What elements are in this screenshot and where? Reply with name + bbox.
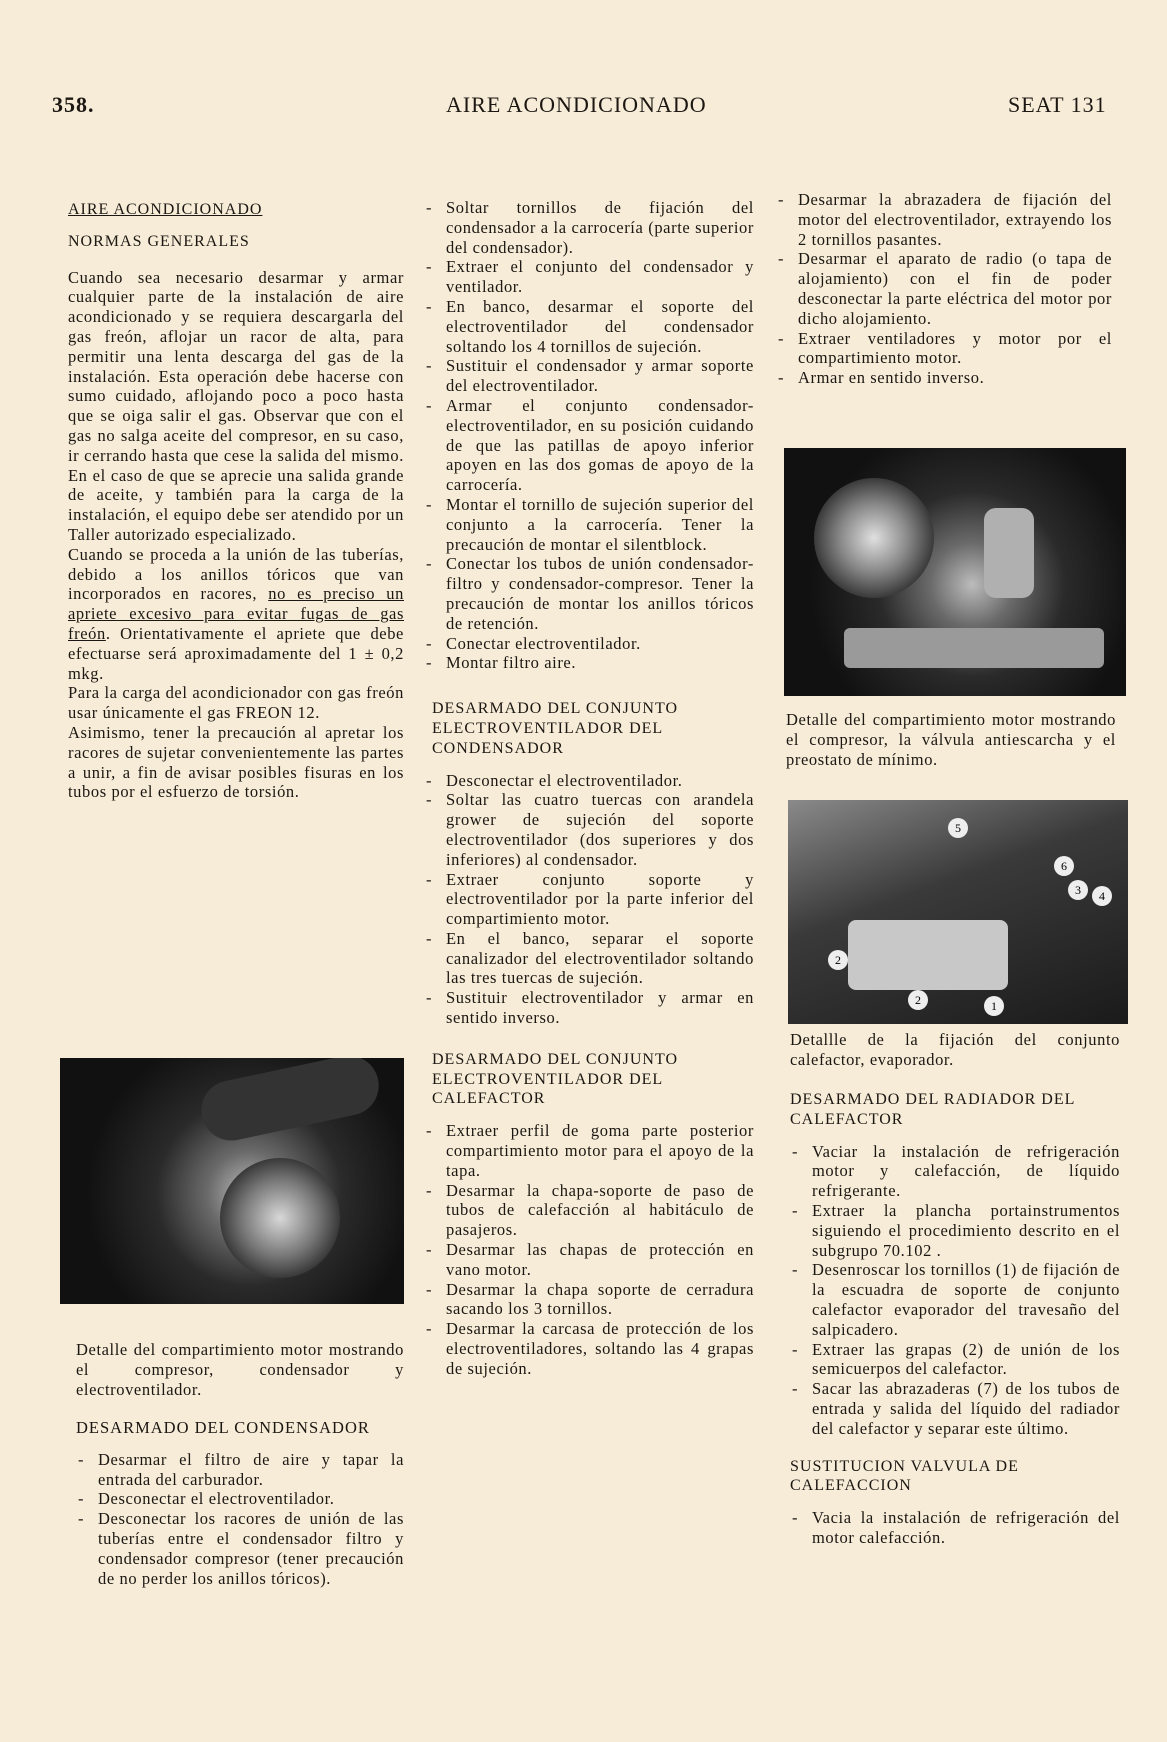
section-2-heading: DESARMADO DEL CONDENSADOR <box>76 1418 370 1437</box>
list-item: - Desconectar el electroventilador. <box>424 771 754 791</box>
callout-label: 1 <box>984 996 1004 1016</box>
list-item: - Desenroscar los tornillos (1) de fijación de la escuadra de soporte de conjunto calefactor evaporador del travesaño del salpicadero. <box>790 1260 1120 1339</box>
section-title: AIRE ACONDICIONADO <box>446 92 707 117</box>
engine-photo-1 <box>60 1058 404 1304</box>
photo-2-caption: Detalle del compartimiento motor mostrando el compresor, la válvula antiescarcha y el preostato de mínimo. <box>786 710 1116 769</box>
list-item: - Montar el tornillo de sujeción superior del conjunto a la carrocería. Tener la precaución de montar el silentblock. <box>424 495 754 554</box>
list-item: - Desarmar la chapa-soporte de paso de tubos de calefacción al habitáculo de pasajeros. <box>424 1181 754 1240</box>
list-item: - Extraer el conjunto del condensador y ventilador. <box>424 257 754 297</box>
list-item: - Vacia la instalación de refrigeración del motor calefacción. <box>790 1508 1120 1548</box>
condenser-fan-heading: DESARMADO DEL CONJUNTO ELECTROVENTILADOR DEL CONDENSADOR <box>432 700 679 757</box>
callout-label: 3 <box>1068 880 1088 900</box>
heater-box-shape <box>848 920 1008 990</box>
list-item: - Conectar los tubos de unión condensador-filtro y condensador-compresor. Tener la precaución de montar los anillos tóricos de retención. <box>424 554 754 633</box>
column-1 <box>68 200 404 802</box>
heater-photo <box>788 800 1128 1024</box>
column-1-subheading: NORMAS GENERALES <box>68 232 250 250</box>
radiator-list <box>790 1142 1120 1439</box>
list-item: - Vaciar la instalación de refrigeración motor y calefacción, de líquido refrigerante. <box>790 1142 1120 1201</box>
list-item: - En banco, desarmar el soporte del electroventilador del condensador soltando los 4 tornillos de sujeción. <box>424 297 754 356</box>
list-item: - Extraer la plancha portainstrumentos siguiendo el procedimiento descrito en el subgrupo 70.102 . <box>790 1201 1120 1260</box>
column-3-lower <box>790 1090 1120 1548</box>
paragraph-2-underlined: no es preciso un apriete excesivo para evitar fugas de gas freón <box>68 584 404 643</box>
list-item: - Desarmar la chapa soporte de cerradura sacando los 3 tornillos. <box>424 1280 754 1320</box>
list-item: - Desarmar la carcasa de protección de los electroventiladores, soltando las 4 grapas de sujeción. <box>424 1319 754 1378</box>
callout-label: 6 <box>1054 856 1074 876</box>
hose-shape <box>196 1058 385 1146</box>
list-item: - En el banco, separar el soporte canalizador del electroventilador soltando las tres tuercas de sujeción. <box>424 929 754 988</box>
list-item: - Desarmar el aparato de radio (o tapa de alojamiento) con el fin de poder desconectar la parte eléctrica del motor por dicho alojamiento. <box>776 249 1112 328</box>
list-item: - Sustituir electroventilador y armar en sentido inverso. <box>424 988 754 1028</box>
column-1-section-2 <box>76 1418 404 1588</box>
list-item: - Conectar electroventilador. <box>424 634 754 654</box>
list-item: - Sustituir el condensador y armar soporte del electroventilador. <box>424 356 754 396</box>
list-item: - Sacar las abrazaderas (7) de los tubos de entrada y salida del líquido del radiador del calefactor y separar este último. <box>790 1379 1120 1438</box>
list-item: - Extraer perfil de goma parte posterior compartimiento motor para el apoyo de la tapa. <box>424 1121 754 1180</box>
list-item: - Armar el conjunto condensador-electroventilador, en su posición cuidando de que las patillas de apoyo inferior apoyen en las dos gomas de apoyo de la carrocería. <box>424 396 754 495</box>
list-item: - Desarmar la abrazadera de fijación del motor del electroventilador, extrayendo los 2 tornillos pasantes. <box>776 190 1112 249</box>
list-item: - Desarmar las chapas de protección en vano motor. <box>424 1240 754 1280</box>
section-2-list <box>76 1450 404 1589</box>
radiator-shape <box>844 628 1104 668</box>
callout-label: 2 <box>828 950 848 970</box>
heater-fan-heading: DESARMADO DEL CONJUNTO ELECTROVENTILADOR DEL CALEFACTOR <box>432 1050 679 1108</box>
page-number: 358. <box>52 92 95 117</box>
list-item: - Extraer las grapas (2) de unión de los semicuerpos del calefactor. <box>790 1340 1120 1380</box>
callout-label: 5 <box>948 818 968 838</box>
condenser-fan-list <box>424 771 754 1028</box>
paragraph-4: Asimismo, tener la precaución al apretar los racores de sujetar convenientemente las partes a unir, a fin de avisar posibles fisuras en los tubos por el esfuerzo de torsión. <box>68 722 404 802</box>
heater-motor-list <box>776 190 1112 388</box>
paragraph-1: Cuando sea necesario desarmar y armar cualquier parte de la instalación de aire acondicionado y se requiera descargarla del gas freón, aflojar un racor de alta, para permitir una lenta descarga del gas de la instalación. Esta operación debe hacerse con sumo cuidado, aflojando poco a poco hasta que se oiga salir el gas. Observar que con el gas no salga aceite del compresor, en su caso, ir cerrando hasta que cese la salida del mismo. En el caso de que se aprecie una salida grande de aceite, y también para la carga de la instalación, el equipo debe ser atendido por un Taller autorizado especializado. <box>68 267 404 544</box>
paragraph-2-start: Cuando se proceda a la unión de las tuberías, debido a los anillos tóricos que van incorporados en racores, <box>68 544 404 604</box>
valve-shape <box>984 508 1034 598</box>
list-item: - Extraer ventiladores y motor por el compartimiento motor. <box>776 329 1112 369</box>
paragraph-3: Para la carga del acondicionador con gas freón usar únicamente el gas FREON 12. <box>68 683 404 723</box>
callout-label: 4 <box>1092 886 1112 906</box>
list-item: - Armar en sentido inverso. <box>776 368 1112 388</box>
heater-fan-list <box>424 1121 754 1378</box>
list-item: - Desconectar los racores de unión de las tuberías entre el condensador filtro y condensador compresor (tener precaución de no perder los anillos tóricos). <box>76 1509 404 1588</box>
valve-list <box>790 1508 1120 1548</box>
condenser-steps-list <box>424 198 754 673</box>
list-item: - Soltar tornillos de fijación del condensador a la carrocería (parte superior del condensador). <box>424 198 754 257</box>
photo-1-caption: Detalle del compartimiento motor mostrando el compresor, condensador y electroventilador. <box>76 1340 404 1399</box>
list-item: - Desarmar el filtro de aire y tapar la entrada del carburador. <box>76 1450 404 1490</box>
callout-label: 2 <box>908 990 928 1010</box>
list-item: - Desconectar el electroventilador. <box>76 1489 404 1509</box>
engine-photo-2 <box>784 448 1126 696</box>
list-item: - Extraer conjunto soporte y electroventilador por la parte inferior del compartimiento motor. <box>424 870 754 929</box>
column-3 <box>776 190 1112 388</box>
paragraph-2-end: . Orientativamente el apriete que debe efectuarse será aproximadamente del 1 ± 0,2 mkg. <box>68 623 404 683</box>
column-2 <box>424 198 754 1379</box>
valve-heading: SUSTITUCION VALVULA DE CALEFACCION <box>790 1457 1019 1495</box>
photo-3-caption: Detallle de la fijación del conjunto calefactor, evaporador. <box>790 1030 1120 1069</box>
model-name: SEAT 131 <box>1008 92 1107 117</box>
compressor-shape <box>814 478 934 598</box>
column-1-heading: AIRE ACONDICIONADO <box>68 201 263 218</box>
list-item: - Montar filtro aire. <box>424 653 754 673</box>
list-item: - Soltar las cuatro tuercas con arandela grower de sujeción del soporte electroventilador (dos superiores y dos inferiores) al condensador. <box>424 790 754 869</box>
paragraph-2 <box>68 545 404 684</box>
compressor-shape <box>220 1158 340 1278</box>
radiator-heading: DESARMADO DEL RADIADOR DEL CALEFACTOR <box>790 1091 1075 1128</box>
